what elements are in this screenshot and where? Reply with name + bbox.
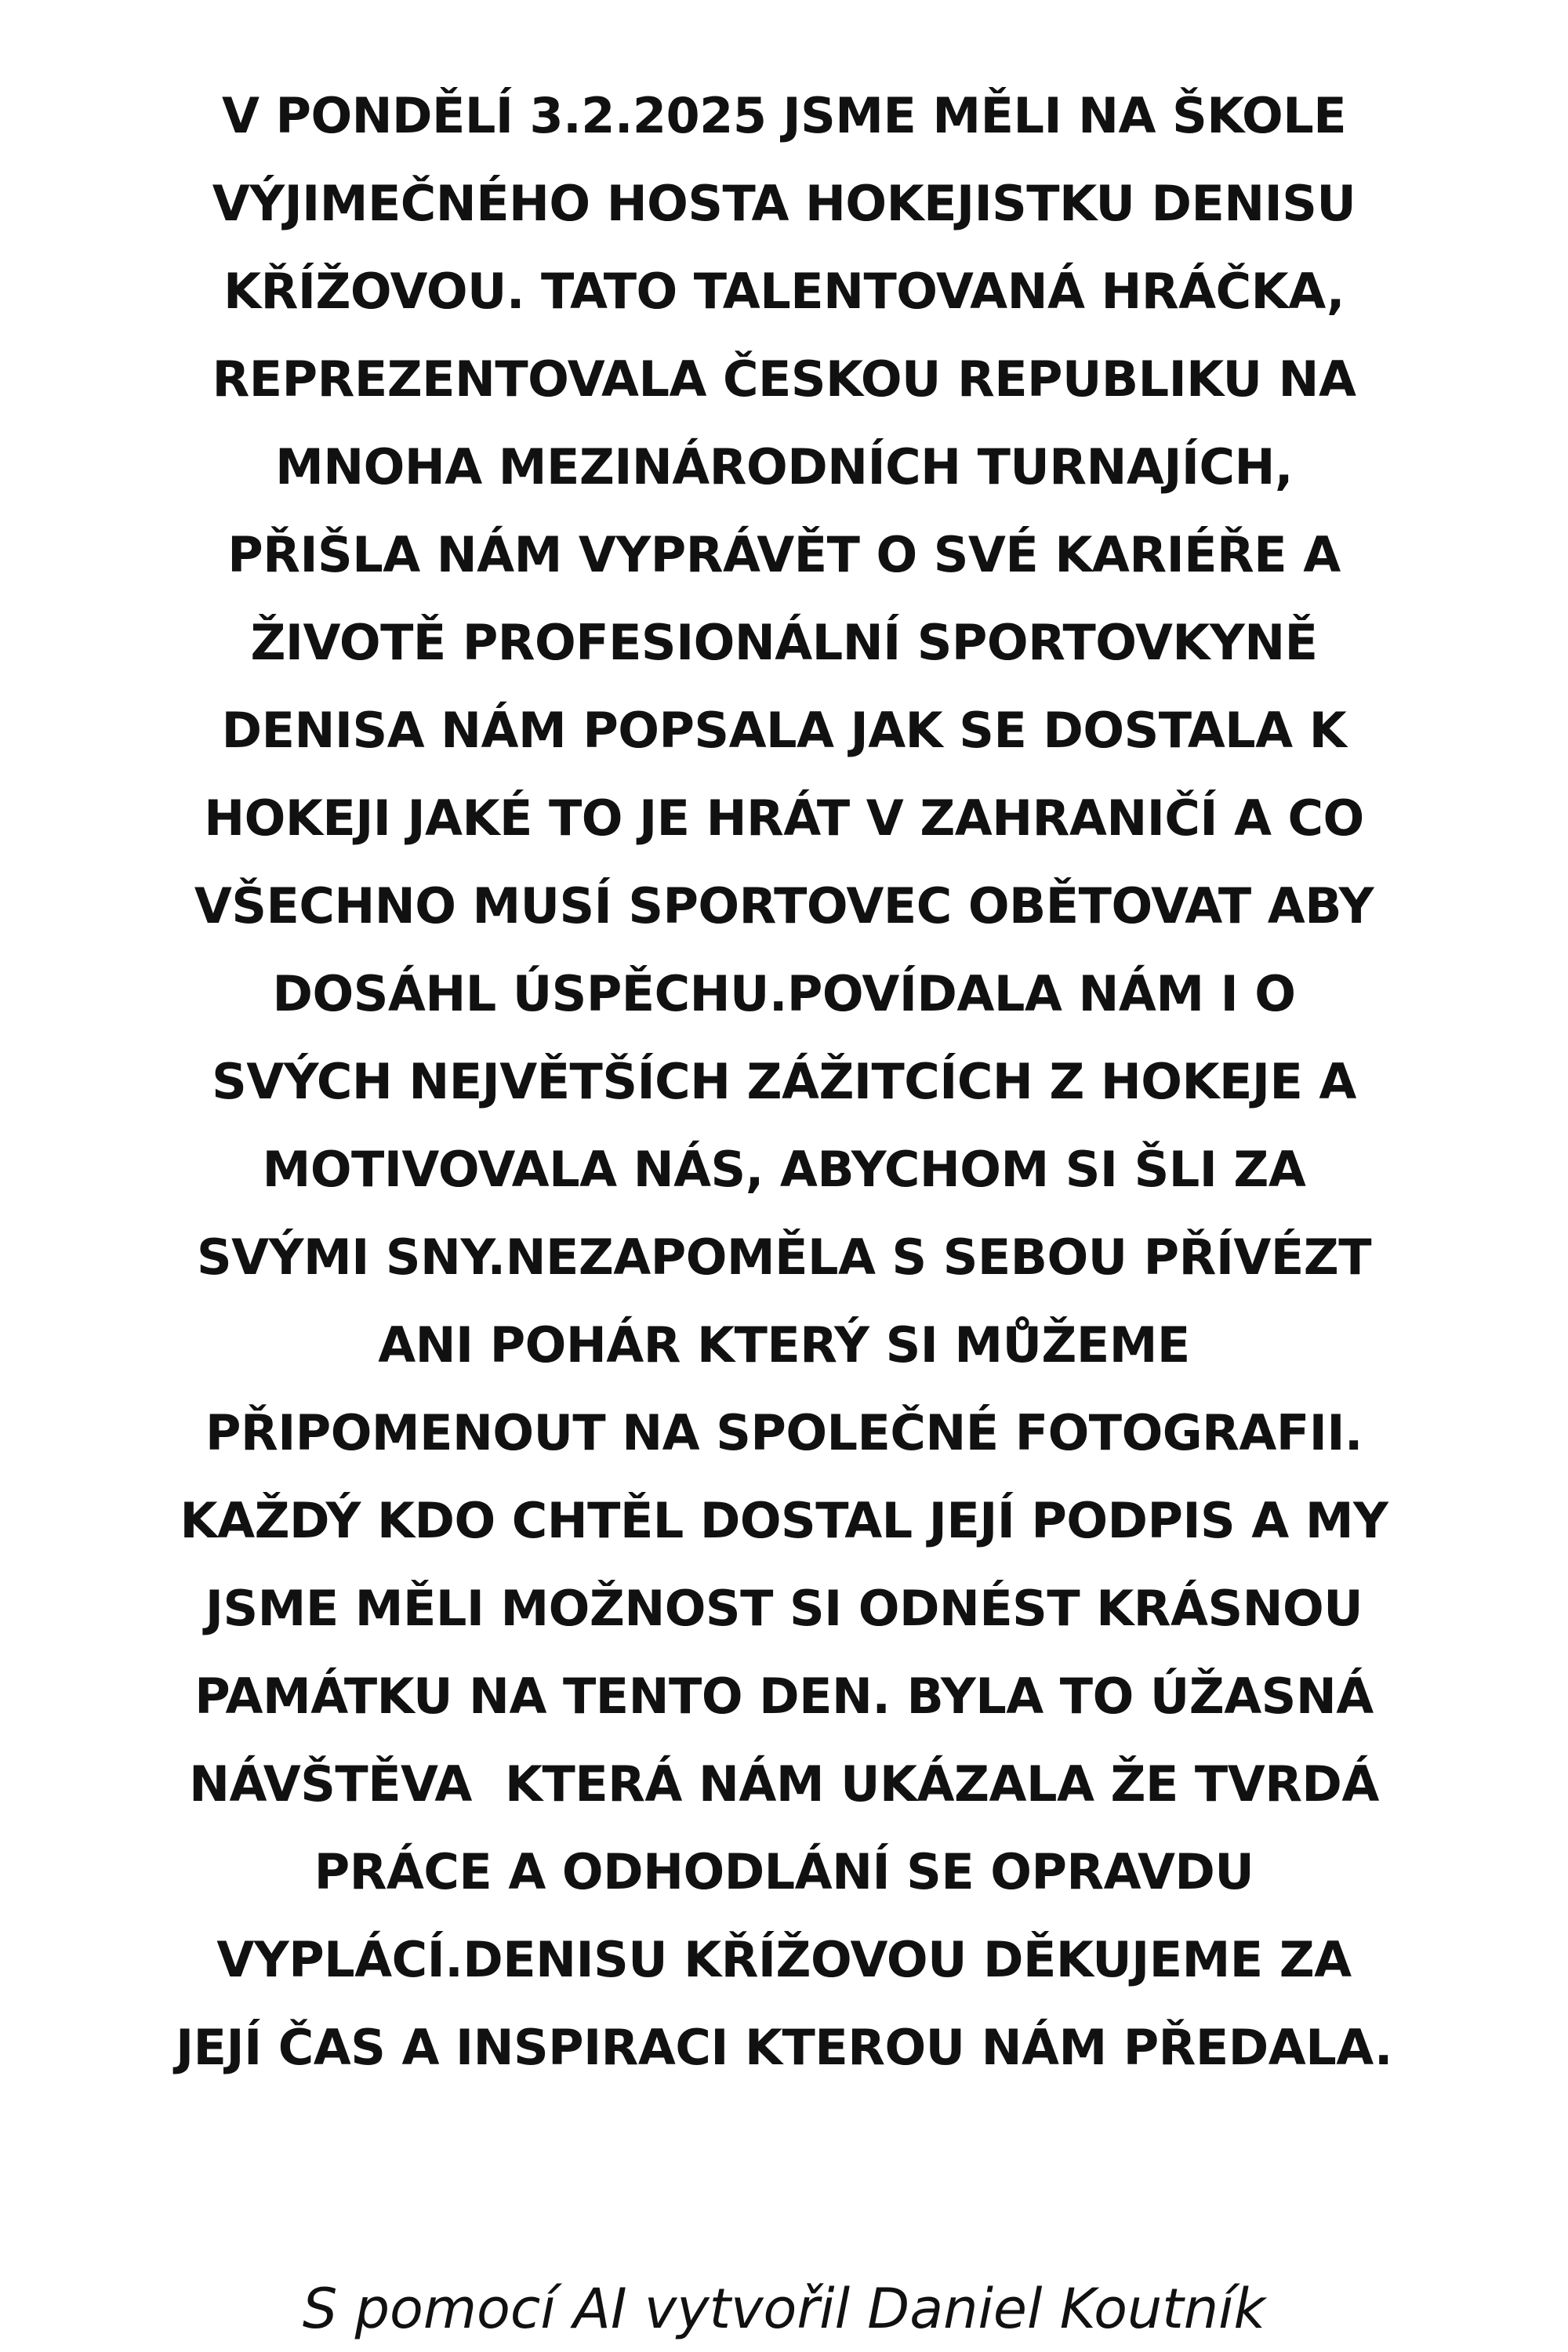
article-line: NÁVŠTĚVA KTERÁ NÁM UKÁZALA ŽE TVRDÁ	[189, 1755, 1379, 1813]
article-body	[78, 72, 1490, 2092]
article-line: KŘÍŽOVOU. TATO TALENTOVANÁ HRÁČKA,	[223, 263, 1345, 320]
article-line: SVÝCH NEJVĚTŠÍCH ZÁŽITCÍCH Z HOKEJE A	[212, 1053, 1356, 1110]
article-line: HOKEJI JAKÉ TO JE HRÁT V ZAHRANIČÍ A CO	[204, 789, 1364, 847]
article-line: JEJÍ ČAS A INSPIRACI KTEROU NÁM PŘEDALA.	[176, 2019, 1392, 2076]
author-credit: S pomocí AI vytvořil Daniel Koutník	[302, 2277, 1266, 2341]
article-line: V PONDĚLÍ 3.2.2025 JSME MĚLI NA ŠKOLE	[221, 87, 1347, 144]
article-line: VÝJIMEČNÉHO HOSTA HOKEJISTKU DENISU	[212, 175, 1356, 232]
article-line: MNOHA MEZINÁRODNÍCH TURNAJÍCH,	[275, 438, 1293, 495]
article-line: PAMÁTKU NA TENTO DEN. BYLA TO ÚŽASNÁ	[194, 1668, 1374, 1725]
article-line: DOSÁHL ÚSPĚCHU.POVÍDALA NÁM I O	[272, 965, 1296, 1022]
article-line: VŠECHNO MUSÍ SPORTOVEC OBĚTOVAT ABY	[194, 877, 1374, 935]
article-line: JSME MĚLI MOŽNOST SI ODNÉST KRÁSNOU	[205, 1580, 1363, 1637]
article-line: PRÁCE A ODHODLÁNÍ SE OPRAVDU	[314, 1843, 1254, 1900]
article-line: PŘIPOMENOUT NA SPOLEČNÉ FOTOGRAFII.	[205, 1404, 1363, 1461]
article-line: REPREZENTOVALA ČESKOU REPUBLIKU NA	[212, 350, 1356, 408]
article-line: ŽIVOTĚ PROFESIONÁLNÍ SPORTOVKYNĚ	[250, 614, 1318, 671]
article-line: SVÝMI SNY.NEZAPOMĚLA S SEBOU PŘÍVÉZT	[196, 1229, 1372, 1286]
article-line: PŘIŠLA NÁM VYPRÁVĚT O SVÉ KARIÉŘE A	[227, 526, 1341, 583]
article-line: ANI POHÁR KTERÝ SI MŮŽEME	[378, 1316, 1190, 1374]
article-line: DENISA NÁM POPSALA JAK SE DOSTALA K	[221, 702, 1347, 759]
article-line: VYPLÁCÍ.DENISU KŘÍŽOVOU DĚKUJEME ZA	[216, 1931, 1352, 1988]
article-line: KAŽDÝ KDO CHTĚL DOSTAL JEJÍ PODPIS A MY	[180, 1492, 1388, 1549]
article-line: MOTIVOVALA NÁS, ABYCHOM SI ŠLI ZA	[262, 1141, 1306, 1198]
